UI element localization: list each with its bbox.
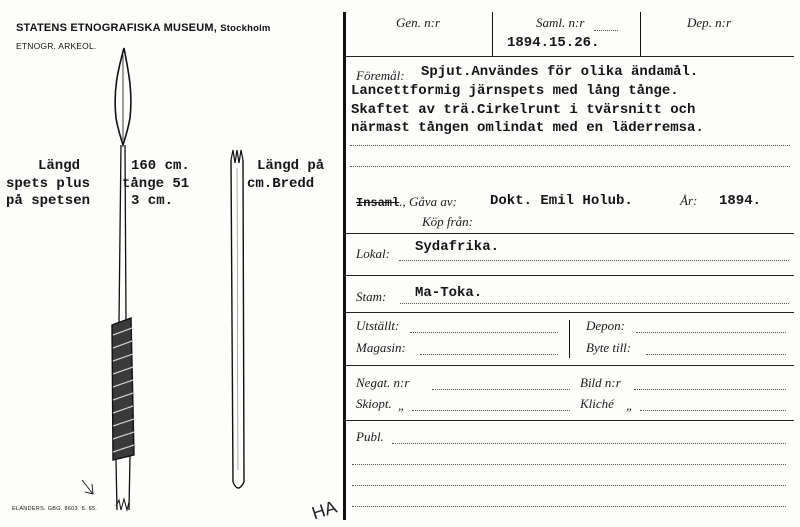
left-col2-line3: 3 cm. [131, 193, 174, 209]
divider-depon [569, 320, 570, 358]
card-divider [343, 12, 346, 520]
left-col3-line2: cm.Bredd [247, 176, 315, 192]
foremal-dots-1 [350, 145, 790, 146]
publ-dots-4 [352, 506, 786, 507]
saml-value: 1894.15.26. [507, 35, 600, 51]
byte-label: Byte till: [586, 340, 632, 355]
department: ETNOGR. ARKEOL. [16, 41, 97, 51]
depon-label: Depon: [586, 318, 625, 333]
rule-lokal [346, 275, 794, 276]
struck-prefix: Insaml [356, 196, 400, 210]
ar-label: År: [680, 193, 698, 208]
utstallt-label: Utställt: [356, 318, 400, 333]
handwritten-initials: HA [309, 496, 340, 524]
kliche-dots [640, 410, 786, 411]
museum-title: STATENS ETNOGRAFISKA MUSEUM, [16, 22, 217, 34]
magasin-dots [420, 354, 558, 355]
depon-dots [636, 332, 786, 333]
utstallt-dots [410, 332, 558, 333]
gava-label: ., Gåva av: [399, 194, 457, 209]
kliche-ditto: „ [626, 398, 634, 413]
printer-mark: ELANDERS. GBG. 8603. 5. 65. [12, 506, 98, 512]
left-col1-line1: Längd [38, 158, 81, 174]
divider-gen-saml [492, 12, 493, 56]
lokal-dots [399, 260, 789, 261]
kop-label: Köp från: [422, 214, 473, 229]
bild-label: Bild n:r [580, 375, 621, 390]
stam-dots [400, 303, 789, 304]
gava-value: Dokt. Emil Holub. [490, 193, 633, 209]
lokal-value: Sydafrika. [415, 239, 500, 255]
rule-negat [346, 420, 794, 421]
skiopt-label: Skiopt. [356, 396, 392, 411]
skiopt-ditto: „ [398, 398, 406, 413]
ar-value: 1894. [719, 193, 762, 209]
saml-label: Saml. n:r [536, 15, 585, 30]
rule-top [346, 56, 794, 57]
skiopt-dots [412, 410, 570, 411]
foremal-line-1: Spjut.Användes för olika ändamål. [421, 64, 699, 80]
foremal-dots-2 [350, 166, 790, 167]
publ-dots-3 [352, 485, 786, 486]
publ-dots-1 [392, 443, 786, 444]
museum-city: Stockholm [220, 23, 271, 34]
divider-saml-dep [640, 12, 641, 56]
gava-row [356, 193, 457, 211]
foremal-line-3: Skaftet av trä.Cirkelrunt i tvärsnitt och [351, 102, 696, 118]
negat-dots [432, 389, 570, 390]
gen-label: Gen. n:r [396, 15, 441, 30]
left-col1-line3: på spetsen [6, 193, 91, 209]
foremal-line-2: Lancettformig järnspets med lång tånge. [351, 83, 679, 99]
saml-dots [594, 30, 618, 31]
rule-utstallt [346, 365, 794, 366]
negat-label: Negat. n:r [356, 375, 410, 390]
byte-dots [646, 354, 786, 355]
museum-name [16, 22, 271, 34]
bild-dots [634, 389, 786, 390]
rule-stam [346, 312, 794, 313]
publ-dots-2 [352, 464, 786, 465]
left-col2-line1: 160 cm. [131, 158, 190, 174]
left-col3-line1: Längd på [257, 158, 325, 174]
left-col2-line2: tånge 51 [122, 176, 190, 192]
dep-label: Dep. n:r [687, 15, 732, 30]
publ-label: Publ. [356, 429, 384, 444]
foremal-label: Föremål: [356, 68, 405, 83]
kliche-label: Kliché [580, 396, 614, 411]
stam-label: Stam: [356, 289, 387, 304]
lokal-label: Lokal: [356, 246, 390, 261]
rule-gava [346, 233, 794, 234]
foremal-line-4: närmast tången omlindat med en läderremsa. [351, 120, 704, 136]
magasin-label: Magasin: [356, 340, 406, 355]
left-col1-line2: spets plus [6, 176, 91, 192]
stam-value: Ma-Toka. [415, 285, 483, 301]
